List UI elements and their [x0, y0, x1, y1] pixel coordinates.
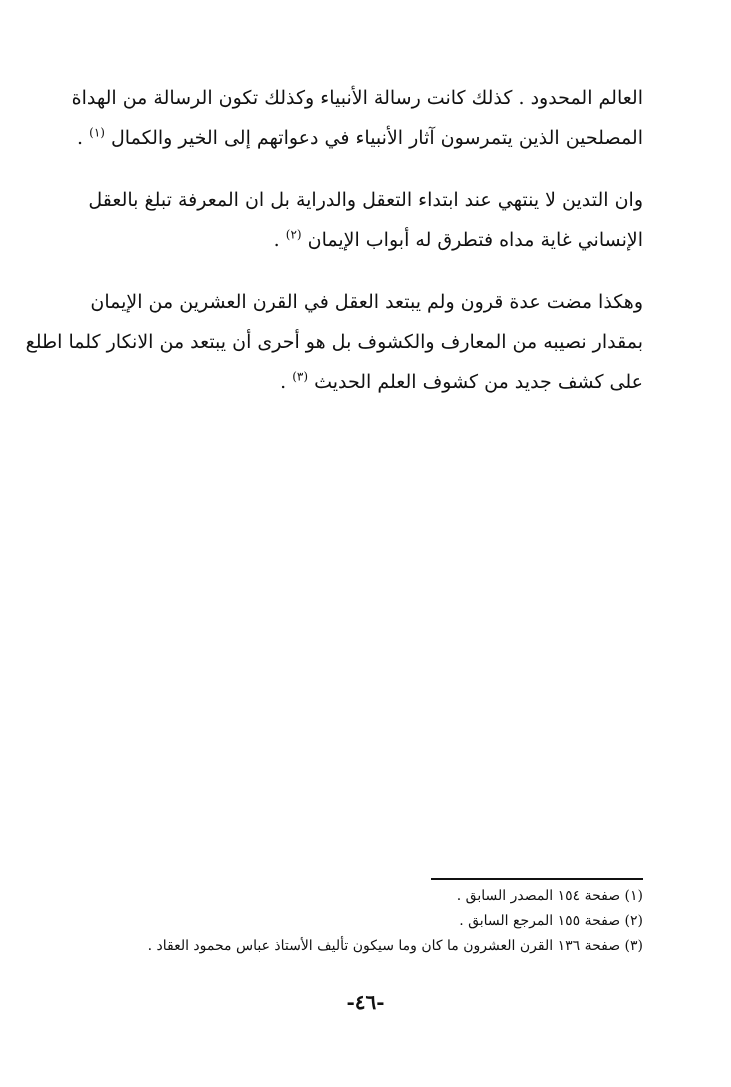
paragraph-line: العالم المحدود . كذلك كانت رسالة الأنبياء وكذلك تكون الرسالة من الهداة [71, 87, 643, 109]
footnote-ref-1: (١) [89, 125, 105, 140]
footnote-ref-2: (٢) [285, 227, 302, 242]
paragraph-line [88, 220, 643, 260]
page-number: -٤٦- [346, 990, 385, 1014]
footnote-separator [431, 878, 643, 880]
paragraph-line-text: على كشف جديد من كشوف العلم الحديث [314, 371, 643, 393]
paragraph-end-mark: . [77, 127, 84, 149]
paragraph-3 [25, 282, 643, 402]
footnote-3: (٣) صفحة ١٣٦ القرن العشرون ما كان وما سيكون تأليف الأستاذ عباس محمود العقاد . [147, 938, 643, 954]
paragraph-line [88, 362, 643, 402]
footnote-1: (١) صفحة ١٥٤ المصدر السابق . [456, 888, 643, 904]
main-text [25, 78, 643, 424]
footnote-2: (٢) صفحة ١٥٥ المرجع السابق . [459, 913, 643, 929]
paragraph-line: وهكذا مضت عدة قرون ولم يبتعد العقل في القرن العشرين من الإيمان [90, 291, 643, 313]
paragraph-line [77, 118, 643, 158]
footnotes [83, 884, 643, 959]
paragraph-line: بمقدار نصيبه من المعارف والكشوف بل هو أحرى أن يبتعد من الانكار كلما اطلع [25, 331, 643, 353]
paragraph-end-mark: . [273, 229, 280, 251]
paragraph-1 [71, 78, 643, 158]
footnote-ref-3: (٣) [292, 369, 309, 384]
paragraph-2 [88, 180, 643, 260]
paragraph-line: وان التدين لا ينتهي عند ابتداء التعقل والدراية بل ان المعرفة تبلغ بالعقل [88, 189, 643, 211]
paragraph-line-text: المصلحين الذين يتمرسون آثار الأنبياء في دعواتهم إلى الخير والكمال [111, 127, 643, 149]
paragraph-line-text: الإنساني غاية مداه فتطرق له أبواب الإيمان [307, 229, 643, 251]
paragraph-end-mark: . [280, 371, 287, 393]
